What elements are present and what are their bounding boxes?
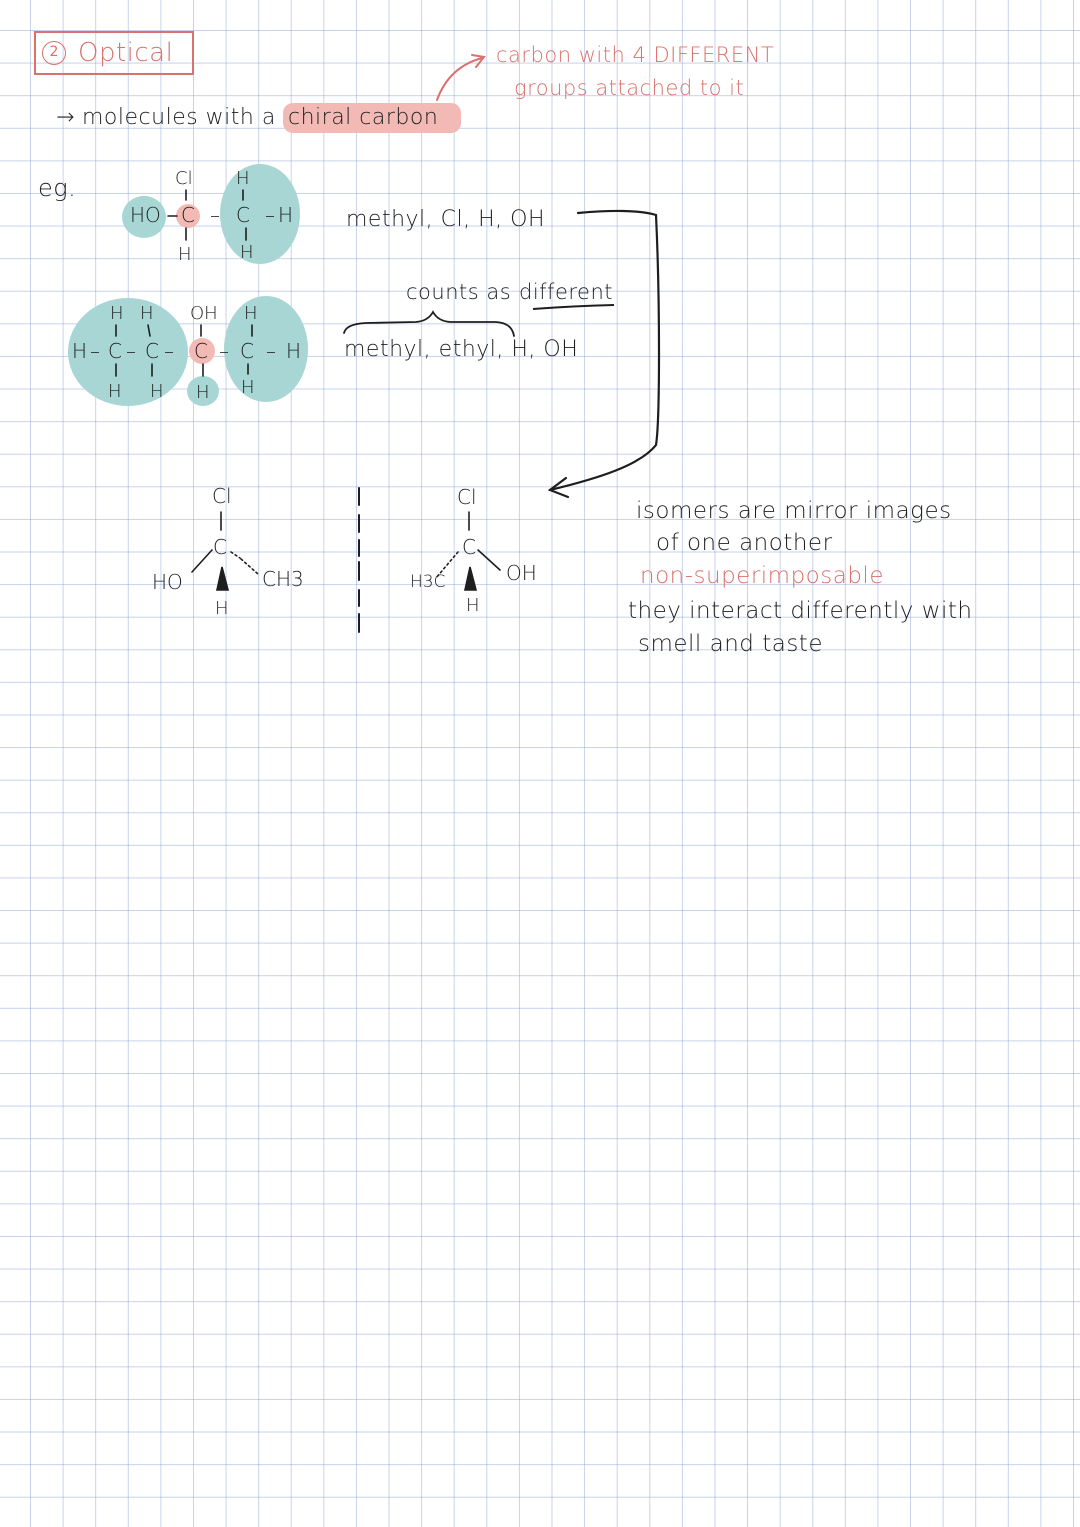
definition-arrow: →	[56, 105, 75, 130]
ex1-h-right: H	[278, 203, 294, 227]
ex1-h-bottom2: H	[240, 242, 254, 263]
ex1-groups: methyl, Cl, H, OH	[346, 207, 546, 232]
notes-line5: smell and taste	[638, 631, 823, 657]
definition-text: molecules with a	[82, 105, 276, 130]
ex2-c4: C	[240, 339, 254, 363]
mirror-right-c: C	[462, 535, 476, 559]
section-title: Optical	[78, 38, 174, 68]
ex2-d5: –	[266, 339, 276, 363]
ex1-ho: HO	[130, 203, 161, 227]
mirror-left-ho: HO	[152, 570, 183, 594]
mirror-right-cl: Cl	[457, 485, 477, 509]
ex1-c1: C	[181, 203, 195, 227]
ex1-cl: Cl	[175, 168, 193, 189]
mirror-right-h3c: H3C	[410, 572, 446, 592]
chiral-carbon-term: chiral carbon	[288, 105, 439, 130]
ex2-h-right: H	[286, 339, 302, 363]
notes-line4: they interact differently with	[628, 598, 973, 624]
mirror-right-oh: OH	[506, 561, 537, 585]
mirror-left-cl: Cl	[212, 484, 232, 508]
notes-line2: of one another	[656, 530, 833, 556]
ex1-h-bottom1: H	[178, 244, 192, 265]
mirror-left-c: C	[213, 535, 227, 559]
ex2-c2: C	[145, 339, 159, 363]
example2-bonds	[116, 325, 252, 376]
chiral-note-arrow	[437, 58, 482, 100]
ex2-c3: C	[194, 339, 208, 363]
ex2-d4: –	[219, 339, 229, 363]
ex2-h4: H	[108, 381, 122, 402]
ex2-c1: C	[108, 339, 122, 363]
mirror-left-h: H	[215, 598, 229, 619]
ex1-c2: C	[236, 203, 250, 227]
ex2-groups: methyl, ethyl, H, OH	[344, 337, 579, 362]
mirror-right-h: H	[466, 595, 480, 616]
ex2-note: counts as	[406, 280, 512, 304]
example-label: eg.	[38, 174, 77, 202]
ex2-d1: –	[90, 339, 100, 363]
mirror-right-bonds	[436, 512, 500, 590]
example1-bonds	[168, 190, 246, 240]
ex2-h-left: H	[72, 339, 88, 363]
ex1-dash: –	[210, 203, 220, 227]
ex1-h-top: H	[236, 168, 250, 189]
ex2-note-emph: different	[519, 280, 614, 304]
ex2-h7: H	[241, 377, 255, 398]
section-number: 2	[42, 41, 66, 65]
mirror-left-bonds	[192, 512, 258, 590]
different-underline	[533, 305, 614, 309]
curly-brace	[344, 312, 514, 336]
ex2-h1: H	[110, 303, 124, 324]
notes-line3: non-superimposable	[640, 563, 884, 589]
notes-line1: isomers are mirror images	[636, 498, 952, 524]
ex2-h3: H	[244, 303, 258, 324]
chiral-note-line2: groups attached to it	[514, 76, 745, 100]
ex2-oh: OH	[190, 303, 218, 324]
ex2-h2: H	[140, 303, 154, 324]
ex2-h6: H	[196, 382, 210, 403]
connector-arrow	[550, 211, 659, 490]
ex2-d2: –	[126, 339, 136, 363]
ex1-dash2: –	[265, 203, 275, 227]
ex2-h5: H	[150, 381, 164, 402]
ex2-d3: –	[164, 339, 174, 363]
mirror-left-ch3: CH3	[262, 567, 304, 591]
chiral-note-line1: carbon with 4 DIFFERENT	[496, 43, 775, 67]
